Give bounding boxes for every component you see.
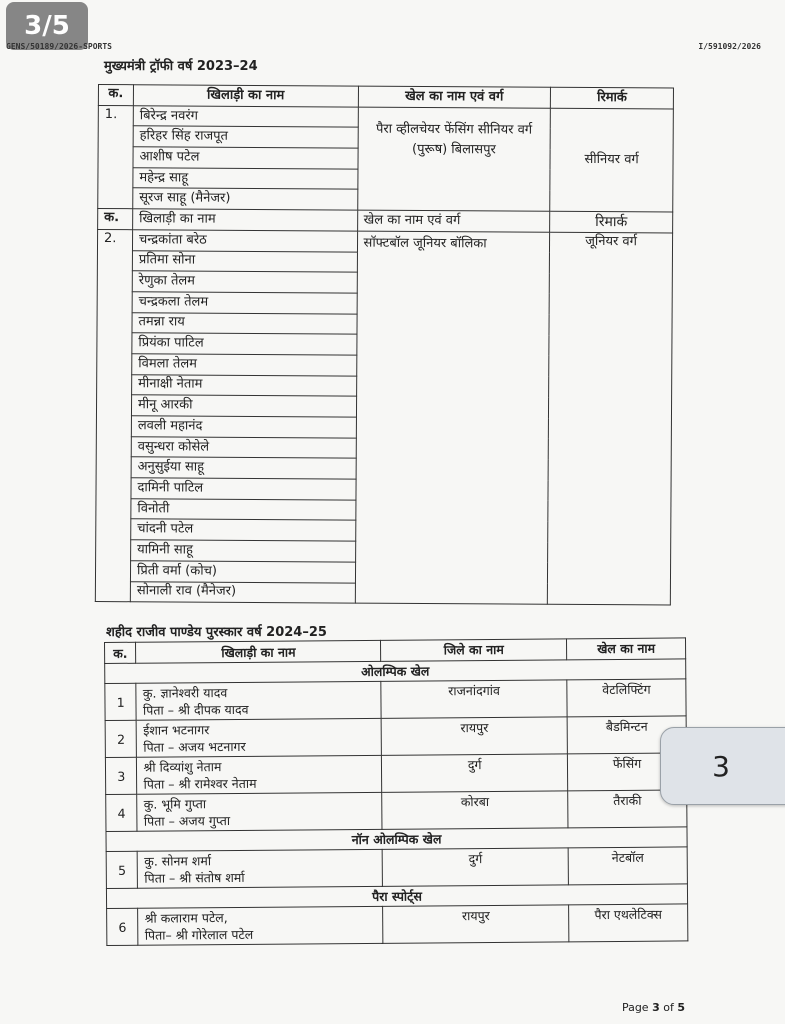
- serial-number-cell: 6: [107, 908, 139, 945]
- table-row: [107, 904, 688, 946]
- serial-number-cell: 1.: [98, 105, 134, 209]
- player-name-cell: आशीष पटेल: [133, 147, 358, 169]
- category-label: ओलम्पिक खेल: [105, 659, 686, 684]
- player-name-cell: विमला तेलम: [132, 354, 357, 376]
- serial-number-cell: 1: [105, 683, 137, 720]
- father-name: पिता – अजय भटनागर: [143, 738, 246, 755]
- header-serial: क.: [98, 85, 133, 106]
- section1-title: मुख्यमंत्री ट्रॉफी वर्ष 2023–24: [104, 59, 258, 74]
- district-cell: दुर्ग: [382, 848, 568, 886]
- page-number-tab-label: 3: [712, 749, 730, 783]
- remark-cell: सीनियर वर्ग: [550, 108, 673, 212]
- player-name-cell: हरिहर सिंह राजपूत: [133, 126, 358, 148]
- player-name-cell: [137, 792, 382, 831]
- page-footer: [622, 1001, 685, 1014]
- sport-category-cell: पैरा व्हीलचेयर फेंसिंग सीनियर वर्ग (पुरूष) बिलासपुर: [357, 107, 550, 212]
- award-table: [104, 637, 688, 946]
- header-remark: रिमार्क: [551, 87, 674, 108]
- header-serial: क.: [105, 642, 137, 663]
- sport-cell: बैडमिन्टन: [567, 716, 686, 754]
- header-player-name: खिलाड़ी का नाम: [136, 640, 381, 663]
- table-row: [105, 753, 686, 795]
- player-name-cell: यामिनी साहू: [131, 540, 356, 562]
- player-name: कु. भूमि गुप्ता: [143, 796, 207, 812]
- header-serial: क.: [98, 209, 133, 230]
- page-number-tab[interactable]: [660, 727, 785, 805]
- player-name-cell: दामिनी पाटिल: [131, 478, 356, 500]
- header-player-name: खिलाड़ी का नाम: [133, 209, 358, 231]
- header-remark: रिमार्क: [550, 211, 673, 232]
- header-player-name: खिलाड़ी का नाम: [133, 85, 358, 107]
- reference-number-right: I/591092/2026: [698, 42, 761, 51]
- player-name-cell: [137, 755, 382, 794]
- player-name-cell: मीनू आरकी: [131, 395, 356, 417]
- player-name-cell: चन्द्रकला तेलम: [132, 292, 357, 314]
- remark-cell: जूनियर वर्ग: [547, 232, 672, 605]
- player-name-cell: चांदनी पटेल: [131, 519, 356, 541]
- footer-mid: of: [659, 1001, 678, 1014]
- header-district: जिले का नाम: [381, 639, 567, 661]
- serial-number-cell: 5: [106, 851, 138, 888]
- table-row: [106, 847, 687, 889]
- father-name: पिता – श्री दीपक यादव: [142, 701, 249, 718]
- footer-total-pages: 5: [677, 1001, 685, 1014]
- header-sport: खेल का नाम एवं वर्ग: [358, 86, 551, 108]
- serial-number-cell: 2.: [95, 229, 132, 602]
- sport-cell: तैराकी: [568, 790, 687, 828]
- sport-cell: नेटबॉल: [568, 847, 687, 885]
- father-name: पिता – श्री रामेश्वर नेताम: [143, 775, 257, 792]
- player-name: कु. ज्ञानेश्वरी यादव: [142, 685, 228, 701]
- father-name: पिता– श्री गोरेलाल पटेल: [144, 926, 254, 943]
- district-cell: रायपुर: [381, 717, 567, 755]
- serial-number-cell: 3: [105, 757, 137, 794]
- district-cell: दुर्ग: [382, 754, 568, 792]
- footer-current-page: 3: [652, 1001, 660, 1014]
- serial-number-cell: 4: [106, 794, 138, 831]
- player-name: श्री कलाराम पटेल,: [144, 910, 228, 926]
- father-name: पिता – अजय गुप्ता: [143, 813, 231, 829]
- district-cell: राजनांदगांव: [381, 680, 567, 718]
- category-label: पैरा स्पोर्ट्स: [106, 884, 687, 909]
- player-name-cell: विनोती: [131, 498, 356, 520]
- player-name-cell: रेणुका तेलम: [132, 271, 357, 293]
- player-name-cell: प्रिती वर्मा (कोच): [130, 561, 355, 583]
- header-sport: खेल का नाम: [567, 638, 686, 660]
- page-indicator-badge: 3/5: [6, 2, 88, 50]
- player-name-cell: चन्द्रकांता बरेठ: [132, 230, 357, 252]
- player-name-cell: [138, 906, 383, 945]
- reference-number-left: GENS/50189/2026-SPORTS: [6, 42, 112, 51]
- sport-cell: वेटलिफ्टिंग: [567, 679, 686, 717]
- player-name-cell: सोनाली राव (मैनेजर): [130, 581, 355, 603]
- sport-category-cell: सॉफ्टबॉल जूनियर बॉलिका: [355, 231, 550, 605]
- player-name-cell: [137, 718, 382, 757]
- player-name-cell: बिरेन्द्र नवरंग: [133, 105, 358, 127]
- player-name: कु. सोनम शर्मा: [144, 853, 212, 869]
- player-name-cell: लवली महानंद: [131, 416, 356, 438]
- table-row: [105, 716, 686, 758]
- father-name: पिता – श्री संतोष शर्मा: [144, 869, 245, 886]
- player-name-cell: मीनाक्षी नेताम: [132, 374, 357, 396]
- section2-title: शहीद राजीव पाण्डेय पुरस्कार वर्ष 2024–25: [106, 625, 327, 640]
- sport-cell: फेंसिंग: [568, 753, 687, 791]
- player-name-cell: [136, 681, 381, 720]
- serial-number-cell: 2: [105, 720, 137, 757]
- player-name-cell: महेन्द्र साहू: [133, 167, 358, 189]
- footer-prefix: Page: [621, 1001, 653, 1014]
- header-sport: खेल का नाम एवं वर्ग: [357, 210, 550, 232]
- district-cell: रायपुर: [383, 905, 569, 943]
- table-row: [106, 790, 687, 832]
- player-name-cell: प्रियंका पाटिल: [132, 333, 357, 355]
- player-name-cell: प्रतिमा सोना: [132, 250, 357, 272]
- table-row: [105, 679, 686, 721]
- trophy-table: [95, 84, 674, 606]
- district-cell: कोरबा: [382, 791, 568, 829]
- player-name-cell: [138, 849, 383, 888]
- player-name: श्री दिव्यांशु नेताम: [143, 759, 222, 775]
- player-name-cell: वसुन्धरा कोसेले: [131, 436, 356, 458]
- player-name-cell: अनुसुईया साहू: [131, 457, 356, 479]
- player-name-cell: सूरज साहू (मैनेजर): [133, 188, 358, 210]
- sport-cell: पैरा एथलेटिक्स: [569, 904, 688, 942]
- player-name-cell: तमन्ना राय: [132, 312, 357, 334]
- player-name: ईशान भटनागर: [143, 722, 210, 738]
- category-label: नॉन ओलम्पिक खेल: [106, 827, 687, 852]
